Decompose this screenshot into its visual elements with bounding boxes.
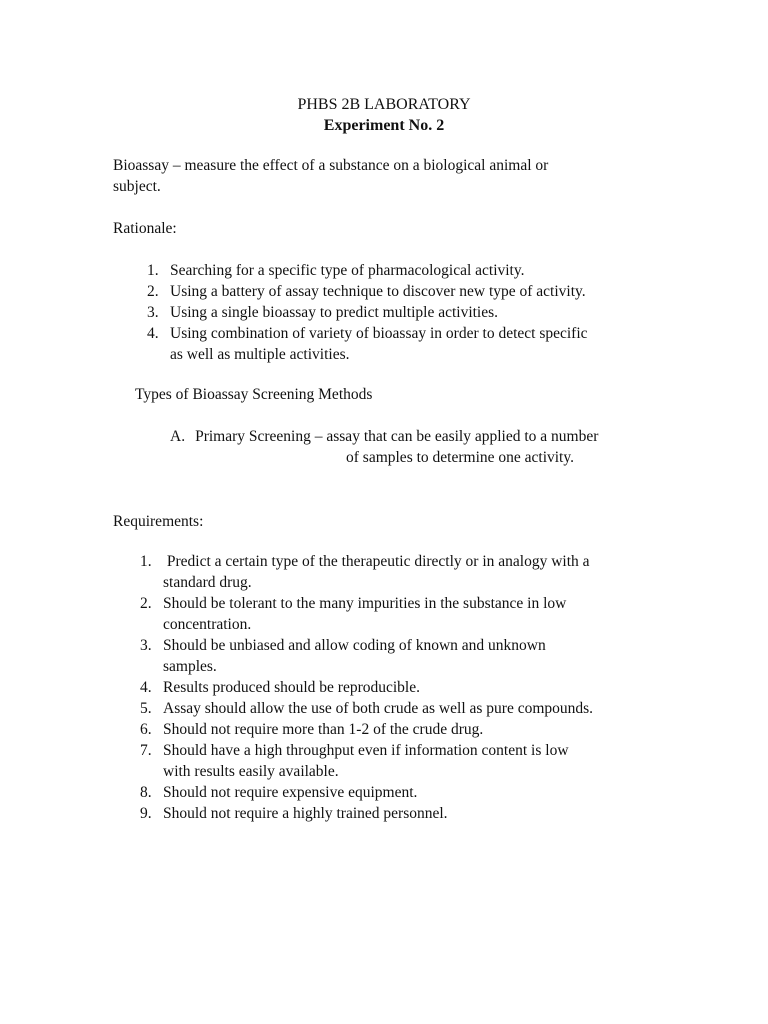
requirements-list	[140, 551, 680, 824]
list-item	[147, 323, 667, 365]
requirements-heading: Requirements:	[113, 513, 204, 530]
item-text: Using a single bioassay to predict multiple activities.	[170, 304, 499, 321]
item-text: Searching for a specific type of pharmacological activity.	[170, 262, 525, 279]
rationale-heading: Rationale:	[113, 220, 177, 237]
item-number: 9.	[140, 805, 152, 822]
list-item	[140, 719, 680, 740]
item-text: Should not require expensive equipment.	[163, 784, 418, 801]
item-text: with results easily available.	[163, 763, 339, 780]
rationale-list	[147, 260, 667, 365]
list-item	[140, 593, 680, 635]
item-number: 1.	[140, 553, 152, 570]
item-number: 2.	[140, 595, 152, 612]
definition-line: Bioassay – measure the effect of a substance on a biological animal or	[113, 157, 549, 174]
list-item	[140, 551, 680, 593]
item-text: standard drug.	[163, 574, 252, 591]
screening-item	[170, 426, 690, 468]
list-item	[147, 302, 667, 323]
item-text: Using combination of variety of bioassay in order to detect specific	[170, 325, 588, 342]
item-number: 3.	[140, 637, 152, 654]
item-letter: A.	[170, 428, 186, 445]
item-number: 7.	[140, 742, 152, 759]
item-text: Assay should allow the use of both crude as well as pure compounds.	[163, 700, 594, 717]
experiment-number: Experiment No. 2	[323, 117, 445, 134]
list-item	[140, 698, 680, 719]
item-text: as well as multiple activities.	[170, 346, 350, 363]
list-item	[147, 260, 667, 281]
title-block	[0, 94, 768, 136]
list-item	[140, 677, 680, 698]
definition-line: subject.	[113, 178, 161, 195]
item-number: 8.	[140, 784, 152, 801]
list-item	[140, 803, 680, 824]
item-number: 4.	[140, 679, 152, 696]
item-text: Should have a high throughput even if information content is low	[163, 742, 569, 759]
item-number: 6.	[140, 721, 152, 738]
list-item	[147, 281, 667, 302]
list-item	[140, 740, 680, 782]
item-number: 1.	[147, 262, 159, 279]
item-text: Should be unbiased and allow coding of known and unknown	[163, 637, 546, 654]
item-number: 5.	[140, 700, 152, 717]
item-number: 4.	[147, 325, 159, 342]
bioassay-definition	[113, 155, 673, 197]
screening-line: of samples to determine one activity.	[346, 449, 574, 466]
list-item	[140, 782, 680, 803]
list-item	[140, 635, 680, 677]
item-text: Using a battery of assay technique to discover new type of activity.	[170, 283, 586, 300]
screening-line	[170, 426, 690, 447]
item-text: Predict a certain type of the therapeutic directly or in analogy with a	[163, 553, 590, 570]
item-text: Should not require more than 1-2 of the crude drug.	[163, 721, 484, 738]
screening-text: Primary Screening – assay that can be easily applied to a number	[195, 428, 599, 445]
item-number: 2.	[147, 283, 159, 300]
item-number: 3.	[147, 304, 159, 321]
item-text: Results produced should be reproducible.	[163, 679, 420, 696]
document-title: PHBS 2B LABORATORY	[297, 96, 471, 113]
item-text: Should be tolerant to the many impurities in the substance in low	[163, 595, 567, 612]
item-text: samples.	[163, 658, 217, 675]
item-text: Should not require a highly trained personnel.	[163, 805, 448, 822]
item-text: concentration.	[163, 616, 252, 633]
screening-heading: Types of Bioassay Screening Methods	[135, 386, 373, 403]
